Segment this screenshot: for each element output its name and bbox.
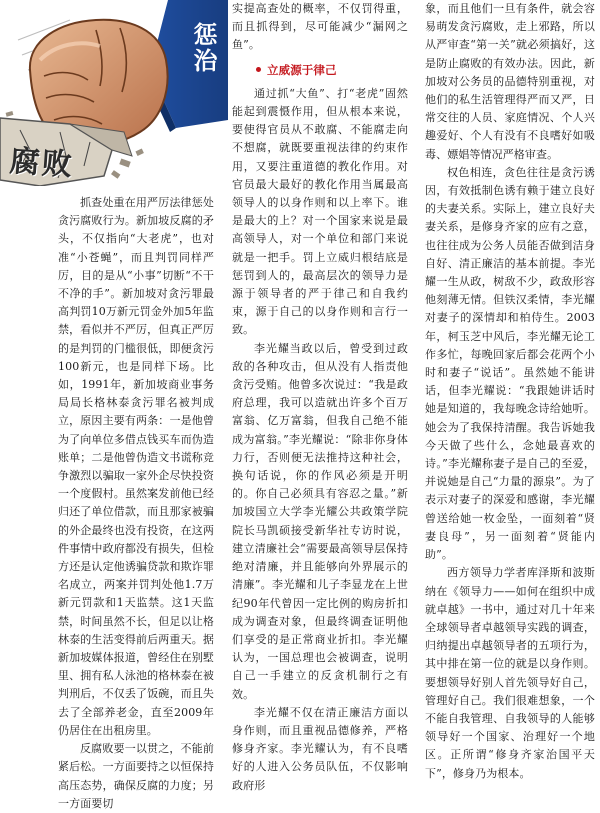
fist-sleeve-label: 惩治 <box>189 22 217 74</box>
cartoon-illustration <box>0 0 228 186</box>
column-3 <box>425 0 595 783</box>
heading-bullet-icon <box>256 67 261 72</box>
section-heading-text: 立威源于律己 <box>267 62 337 77</box>
column-2-paragraph-3: 李光耀不仅在清正廉洁方面以身作则，而且重视品德修养，严格修身齐家。李光耀认为，有不良嗜好的人进入公务员队伍，不仅影响政府形 <box>232 705 408 792</box>
column-2-paragraph-1: 通过抓“大鱼”、打“老虎”固然能起到震慑作用，但从根本来说，要使得官员从不敢腐、不能腐走向不想腐，就既要重视法律的约束作用，又要注重道德的教化作用。对官员最大最好的教化作用当属最高领导人的以身作则和以上率下。谁是最大的上？对一个国家来说是最高领导人，对一个单位和部门来说就是一把手。罚上立威归根结底是惩罚到人的，最高层次的领导力是源于领导者的严于律己和自我约束，源于自己的以身作则和言行一致。 <box>232 86 408 337</box>
column-1-paragraph-1: 抓查处重在用严厉法律惩处贪污腐败行为。新加坡反腐的矛头，不仅指向“大老虎”，也对准“小苍蝇”，而且判罚同样严厉，目的是从“小事”切断“不干不净的手”。新加坡对贪污罪最高判罚10万新元罚金外加5年监禁，看似并不严厉，但真正严厉的是判罚的门槛很低，即便贪污100新元，也是同样下场。比如，1991年，新加坡商业事务局局长格林泰贪污罪名被判成立，原因主要有两条：一是他曾为了向单位多借点钱买车而伪造账单；二是他曾伪造文书谎称竞争激烈以骗取一家外企尽快投资一个度假村。虽然案发前他已经归还了单位借款，而且那家被骗的外企最终也没有投资，在这两件事情中政府都没有损失，但检方还是认定他诱骗贷款和欺诈罪名成立，两案并罚判处他1.7万新元罚款和1天监禁。这1天监禁，时间虽然不长，但足以让格林泰的生活变得前后两重天。据新加坡媒体报道，曾经住在别墅里、拥有私人泳池的格林泰在被判刑后，不仅丢了饭碗，而且失去了全部养老金，直至2009年仍居住在出租房里。 <box>58 196 214 737</box>
column-2-continued-text: 实提高查处的概率，不仅罚得重，而且抓得到，尽可能减少“漏网之鱼”。 <box>232 2 408 52</box>
column-2 <box>232 0 408 795</box>
column-2-paragraph-2: 李光耀当政以后，曾受到过政敌的各种攻击，但从没有人指责他贪污受贿。他曾多次说过：“我是政府总理，我可以造就出许多个百万富翁、亿万富翁，但我自己绝不能成为富翁。”李光耀说：“除非你身体力行，否则便无法推持这种社会，换句话说，你的作风必须是开明的。你自己必须具有容忍之量。”新加坡国立大学李光耀公共政策学院院长马凯硕接受新华社专访时说，建立清廉社会“需要最高领导层保持绝对清廉，并且能够向外界展示的清廉”。李光耀和儿子李显龙在上世纪90年代曾因一定比例的购房折扣成为调查对象，但最终调查证明他们享受的是正常商业折扣。李光耀认为，一国总理也会被调查，说明自己一手建立的反贪机制行之有效。 <box>232 341 408 701</box>
section-heading <box>232 61 408 79</box>
column-1-paragraph-2: 反腐败要一以贯之，不能前紧后松。一方面要持之以恒保持高压态势，确保反腐的力度；另一方面要切 <box>58 742 214 810</box>
column-3-continued-text: 象，而且他们一旦有条件，就会容易萌发贪污腐败，走上邪路，所以从严审查“第一关”就必须搞好，这是防止腐败的有效办法。因此，新加坡对公务员的品德特别重视，对他们的私生活管理得严而又严，日常交往的人员、家庭情况、个人兴趣爱好、个人有没有不良嗜好如吸毒、嫖娼等情况严格审查。 <box>425 2 595 161</box>
column-1 <box>58 194 214 813</box>
column-3-paragraph-3: 西方领导力学者库泽斯和波斯纳在《领导力——如何在组织中成就卓越》一书中，通过对几十年来全球领导者卓越领导实践的调查，归纳提出卓越领导者的五项行为，其中排在第一位的就是以身作则。要想领导好别人首先领导好自己，管理好自己。我们很难想象，一个不能自我管理、自我领导的人能够领导好一个国家、治理好一个地区。正所谓“修身齐家治国平天下”，修身乃为根本。 <box>425 566 595 780</box>
crushed-sign-text: 腐败 <box>8 143 75 184</box>
column-3-paragraph-2: 权色相连，贪色往往是贪污诱因，有效抵制色诱有赖于建立良好的夫妻关系。实际上，建立良好夫妻关系，是修身齐家的应有之意，也往往成为公务人员能否做到洁身自好、清正廉洁的基本前提。李光耀一生从政，树敌不少，政敌形容他刻薄无情。但铁汉柔情，李光耀对妻子的深情却和柏侍生。2003年，柯玉芝中风后，李光耀无论工作多忙，每晚回家后都会花两个小时和妻子“说话”。虽然她不能讲话，但李光耀说：“我跟她讲话时她是知道的，我每晚念诗给她听。她会为了我保持清醒。我告诉她我今天做了些什么，念她最喜欢的诗。”李光耀称妻子是自己的至爱，并说她是自己“力量的源泉”。为了表示对妻子的深爱和感谢，李光耀曾送给她一枚金坠，一面刻着“贤妻良母”，另一面刻着“贤能内助”。 <box>425 165 595 562</box>
